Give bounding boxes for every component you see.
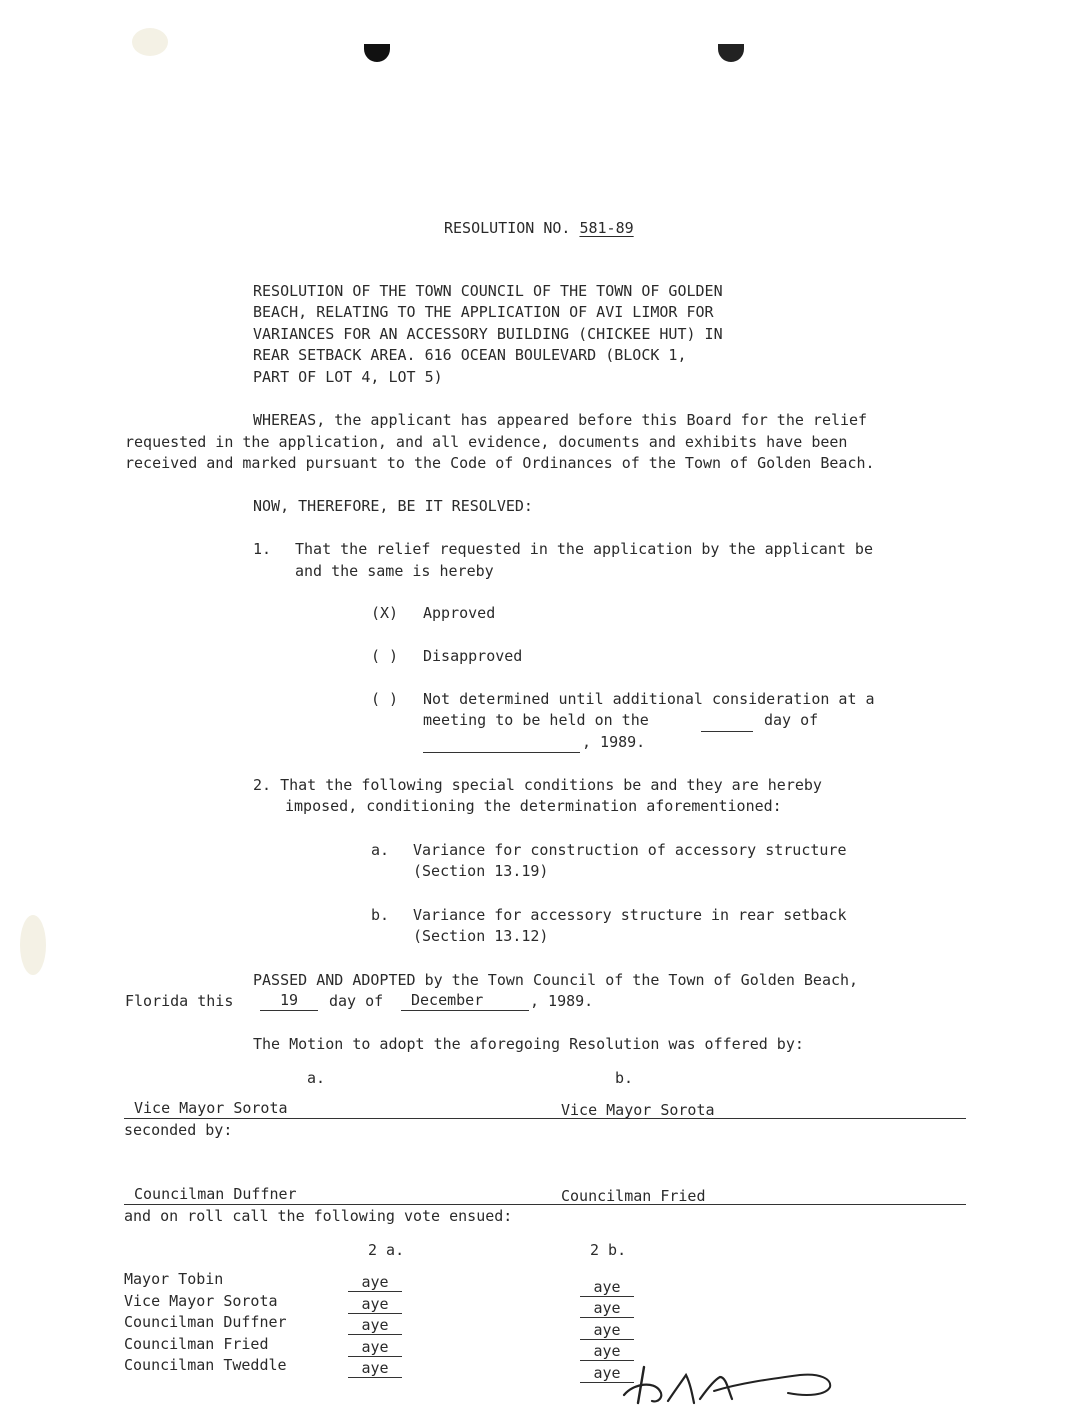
vote-a: aye	[348, 1316, 402, 1335]
condition-letter: a.	[371, 841, 390, 859]
roll-call-line: and on roll call the following vote ensued:	[124, 1207, 513, 1225]
resolution-label: RESOLUTION NO.	[444, 219, 571, 237]
seconded-by-rule	[124, 1204, 966, 1205]
passed-year: , 1989.	[530, 992, 594, 1010]
voter-name: Vice Mayor Sorota	[124, 1292, 278, 1310]
seconded-by-label: seconded by:	[124, 1121, 233, 1139]
offered-by-b: Vice Mayor Sorota	[561, 1101, 715, 1119]
meeting-day-blank	[701, 731, 753, 732]
condition-text: Variance for accessory structure in rear setback	[413, 906, 847, 924]
seconded-by-b: Councilman Fried	[561, 1187, 706, 1205]
offered-by-rule	[124, 1118, 966, 1119]
motion-column-b: b.	[615, 1069, 634, 1087]
title-line: REAR SETBACK AREA. 616 OCEAN BOULEVARD (BLOCK 1,	[253, 346, 687, 364]
vote-header-b: 2 b.	[590, 1241, 627, 1259]
vote-b: aye	[580, 1299, 634, 1318]
voter-name: Councilman Fried	[124, 1335, 269, 1353]
offered-by-a: Vice Mayor Sorota	[134, 1099, 288, 1117]
punch-hole-right	[718, 44, 744, 62]
title-line: RESOLUTION OF THE TOWN COUNCIL OF THE TOWN OF GOLDEN	[253, 282, 723, 300]
whereas-line: WHEREAS, the applicant has appeared before this Board for the relief	[253, 411, 868, 429]
vote-header-a: 2 a.	[368, 1241, 405, 1259]
voter-name: Mayor Tobin	[124, 1270, 224, 1288]
option-box-disapproved: ( )	[371, 647, 399, 665]
item2-line: imposed, conditioning the determination aforementioned:	[285, 797, 782, 815]
resolution-heading	[444, 218, 634, 239]
passed-date-line: Florida this	[125, 992, 234, 1010]
voter-name: Councilman Tweddle	[124, 1356, 287, 1374]
vote-b: aye	[580, 1342, 634, 1361]
vote-a: aye	[348, 1359, 402, 1378]
item1-line: That the relief requested in the application by the applicant be	[295, 540, 873, 558]
item1-number: 1.	[253, 540, 272, 558]
meeting-year: , 1989.	[582, 733, 646, 751]
resolution-number: 581-89	[579, 219, 634, 237]
meeting-day-of: day of	[764, 711, 819, 729]
meeting-month-blank	[423, 752, 580, 753]
option-label-disapproved: Disapproved	[423, 647, 523, 665]
passed-day-of: day of	[329, 992, 384, 1010]
option-box-not-determined: ( )	[371, 690, 399, 708]
condition-text: Variance for construction of accessory structure	[413, 841, 847, 859]
vote-b: aye	[580, 1364, 634, 1383]
scan-smudge-side	[20, 915, 46, 975]
option-box-approved: (X)	[371, 604, 399, 622]
vote-a: aye	[348, 1273, 402, 1292]
vote-b: aye	[580, 1278, 634, 1297]
whereas-line: requested in the application, and all evidence, documents and exhibits have been	[125, 433, 848, 451]
vote-b: aye	[580, 1321, 634, 1340]
motion-offered-by: The Motion to adopt the aforegoing Resolution was offered by:	[253, 1035, 804, 1053]
item1-line: and the same is hereby	[295, 562, 494, 580]
meeting-line: meeting to be held on the	[423, 711, 649, 729]
condition-section: (Section 13.12)	[413, 927, 549, 945]
vote-a: aye	[348, 1338, 402, 1357]
option-label-not-determined: Not determined until additional consideration at a	[423, 690, 875, 708]
voter-name: Councilman Duffner	[124, 1313, 287, 1331]
condition-letter: b.	[371, 906, 390, 924]
condition-section: (Section 13.19)	[413, 862, 549, 880]
title-line: BEACH, RELATING TO THE APPLICATION OF AVI LIMOR FOR	[253, 303, 714, 321]
title-line: VARIANCES FOR AN ACCESSORY BUILDING (CHICKEE HUT) IN	[253, 325, 723, 343]
option-label-approved: Approved	[423, 604, 496, 622]
passed-month: December	[401, 991, 529, 1011]
scan-smudge-top	[132, 28, 168, 56]
title-line: PART OF LOT 4, LOT 5)	[253, 368, 443, 386]
whereas-line: received and marked pursuant to the Code of Ordinances of the Town of Golden Beach.	[125, 454, 875, 472]
motion-column-a: a.	[307, 1069, 326, 1087]
vote-a: aye	[348, 1295, 402, 1314]
signature-scrawl	[620, 1355, 840, 1405]
passed-day: 19	[260, 991, 318, 1011]
passed-line: PASSED AND ADOPTED by the Town Council of the Town of Golden Beach,	[253, 971, 859, 989]
punch-hole-left	[364, 44, 390, 62]
item2-line: 2. That the following special conditions be and they are hereby	[253, 776, 822, 794]
resolved-heading: NOW, THEREFORE, BE IT RESOLVED:	[253, 497, 533, 515]
seconded-by-a: Councilman Duffner	[134, 1185, 297, 1203]
